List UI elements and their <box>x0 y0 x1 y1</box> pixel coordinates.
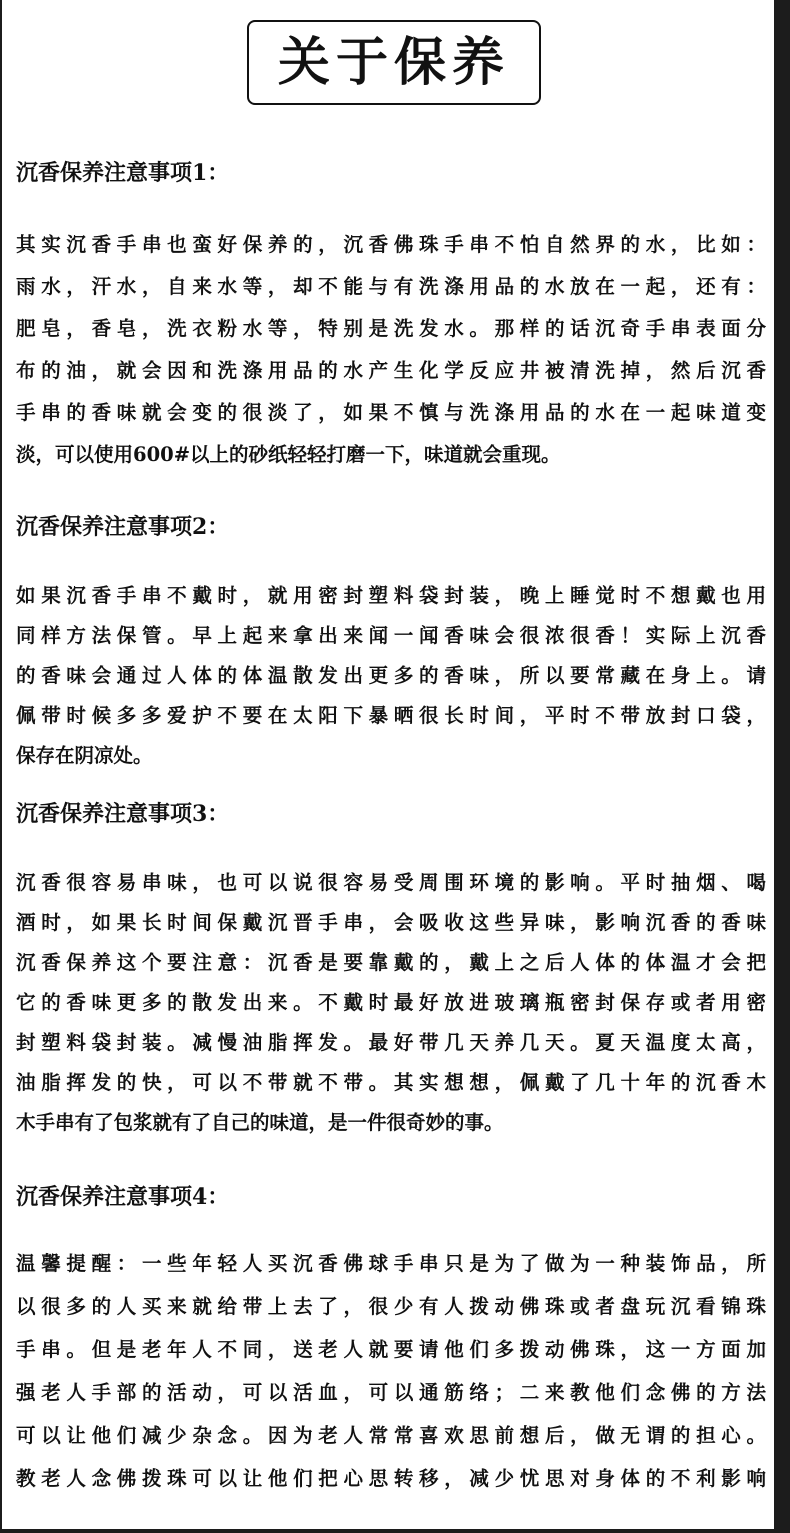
paragraph-line: 教老人念佛拨珠可以让他们把心思转移，减少忧思对身体的不利影响 <box>16 1467 766 1490</box>
section-heading: 沉香保养注意事项2： <box>16 514 230 540</box>
paragraph-line: 沉香很容易串味，也可以说很容易受周围环境的影响。平时抽烟、喝 <box>16 871 766 894</box>
paragraph-line: 酒时，如果长时间保戴沉晋手串，会吸收这些异味，影响沉香的香味 <box>16 911 766 934</box>
paragraph-line: 布的油，就会因和洗涤用品的水产生化学反应井被清洗掉，然后沉香 <box>16 359 766 382</box>
paragraph-line: 肥皂，香皂，洗衣粉水等，特别是洗发水。那样的话沉奇手串表面分 <box>16 317 766 340</box>
paragraph-line: 封塑料袋封装。减慢油脂挥发。最好带几天养几天。夏天温度太高， <box>16 1031 766 1054</box>
paragraph-line: 其实沉香手串也蛮好保养的，沉香佛珠手串不怕自然界的水，比如： <box>16 233 766 256</box>
paragraph-line: 强老人手部的活动，可以活血，可以通筋络；二来教他们念佛的方法 <box>16 1381 766 1404</box>
paragraph-line: 温馨提醒：一些年轻人买沉香佛球手串只是为了做为一种装饰品，所 <box>16 1252 766 1275</box>
section-heading: 沉香保养注意事项1： <box>16 160 230 186</box>
page-title: 关于保养 <box>277 31 510 93</box>
section-heading: 沉香保养注意事项4： <box>16 1184 230 1210</box>
section-paragraph <box>16 576 766 776</box>
paragraph-line: 手串。但是老年人不同，送老人就要请他们多拨动佛珠，这一方面加 <box>16 1338 766 1361</box>
care-section-4 <box>16 1182 766 1500</box>
paragraph-line: 它的香味更多的散发出来。不戴时最好放进玻璃瓶密封保存或者用密 <box>16 991 766 1014</box>
paragraph-line: 木手串有了包浆就有了自己的味道，是一件很奇妙的事。 <box>16 1111 504 1134</box>
paragraph-line: 雨水，汗水，自来水等，却不能与有洗涤用品的水放在一起，还有： <box>16 275 766 298</box>
paragraph-line: 油脂挥发的快，可以不带就不带。其实想想，佩戴了几十年的沉香木 <box>16 1071 766 1094</box>
care-section-2 <box>16 512 766 776</box>
paragraph-line: 手串的香味就会变的很淡了，如果不慎与洗涤用品的水在一起味道变 <box>16 401 766 424</box>
section-paragraph <box>16 863 766 1143</box>
section-paragraph <box>16 224 766 476</box>
paragraph-line: 沉香保养这个要注意：沉香是要靠戴的，戴上之后人体的体温才会把 <box>16 951 766 974</box>
paragraph-line: 的香味会通过人体的体温散发出更多的香味，所以要常藏在身上。请 <box>16 664 766 687</box>
section-paragraph <box>16 1242 766 1500</box>
title-box <box>247 20 541 105</box>
paragraph-line: 如果沉香手串不戴时，就用密封塑料袋封装，晚上睡觉时不想戴也用 <box>16 584 766 607</box>
paragraph-line: 保存在阴凉处。 <box>16 744 153 767</box>
care-section-3 <box>16 799 766 1143</box>
document-page <box>2 0 774 1529</box>
paragraph-line: 以很多的人买来就给带上去了，很少有人拨动佛珠或者盘玩沉看锦珠 <box>16 1295 766 1318</box>
section-heading: 沉香保养注意事项3： <box>16 801 230 827</box>
care-section-1 <box>16 158 766 476</box>
paragraph-line: 淡，可以使用600#以上的砂纸轻轻打磨一下，味道就会重现。 <box>16 443 561 466</box>
paragraph-line: 可以让他们减少杂念。因为老人常常喜欢思前想后，做无谓的担心。 <box>16 1424 766 1447</box>
paragraph-line: 同样方法保管。早上起来拿出来闻一闻香味会很浓很香！实际上沉香 <box>16 624 766 647</box>
paragraph-line: 佩带时候多多爱护不要在太阳下暴晒很长时间，平时不带放封口袋， <box>16 704 766 727</box>
